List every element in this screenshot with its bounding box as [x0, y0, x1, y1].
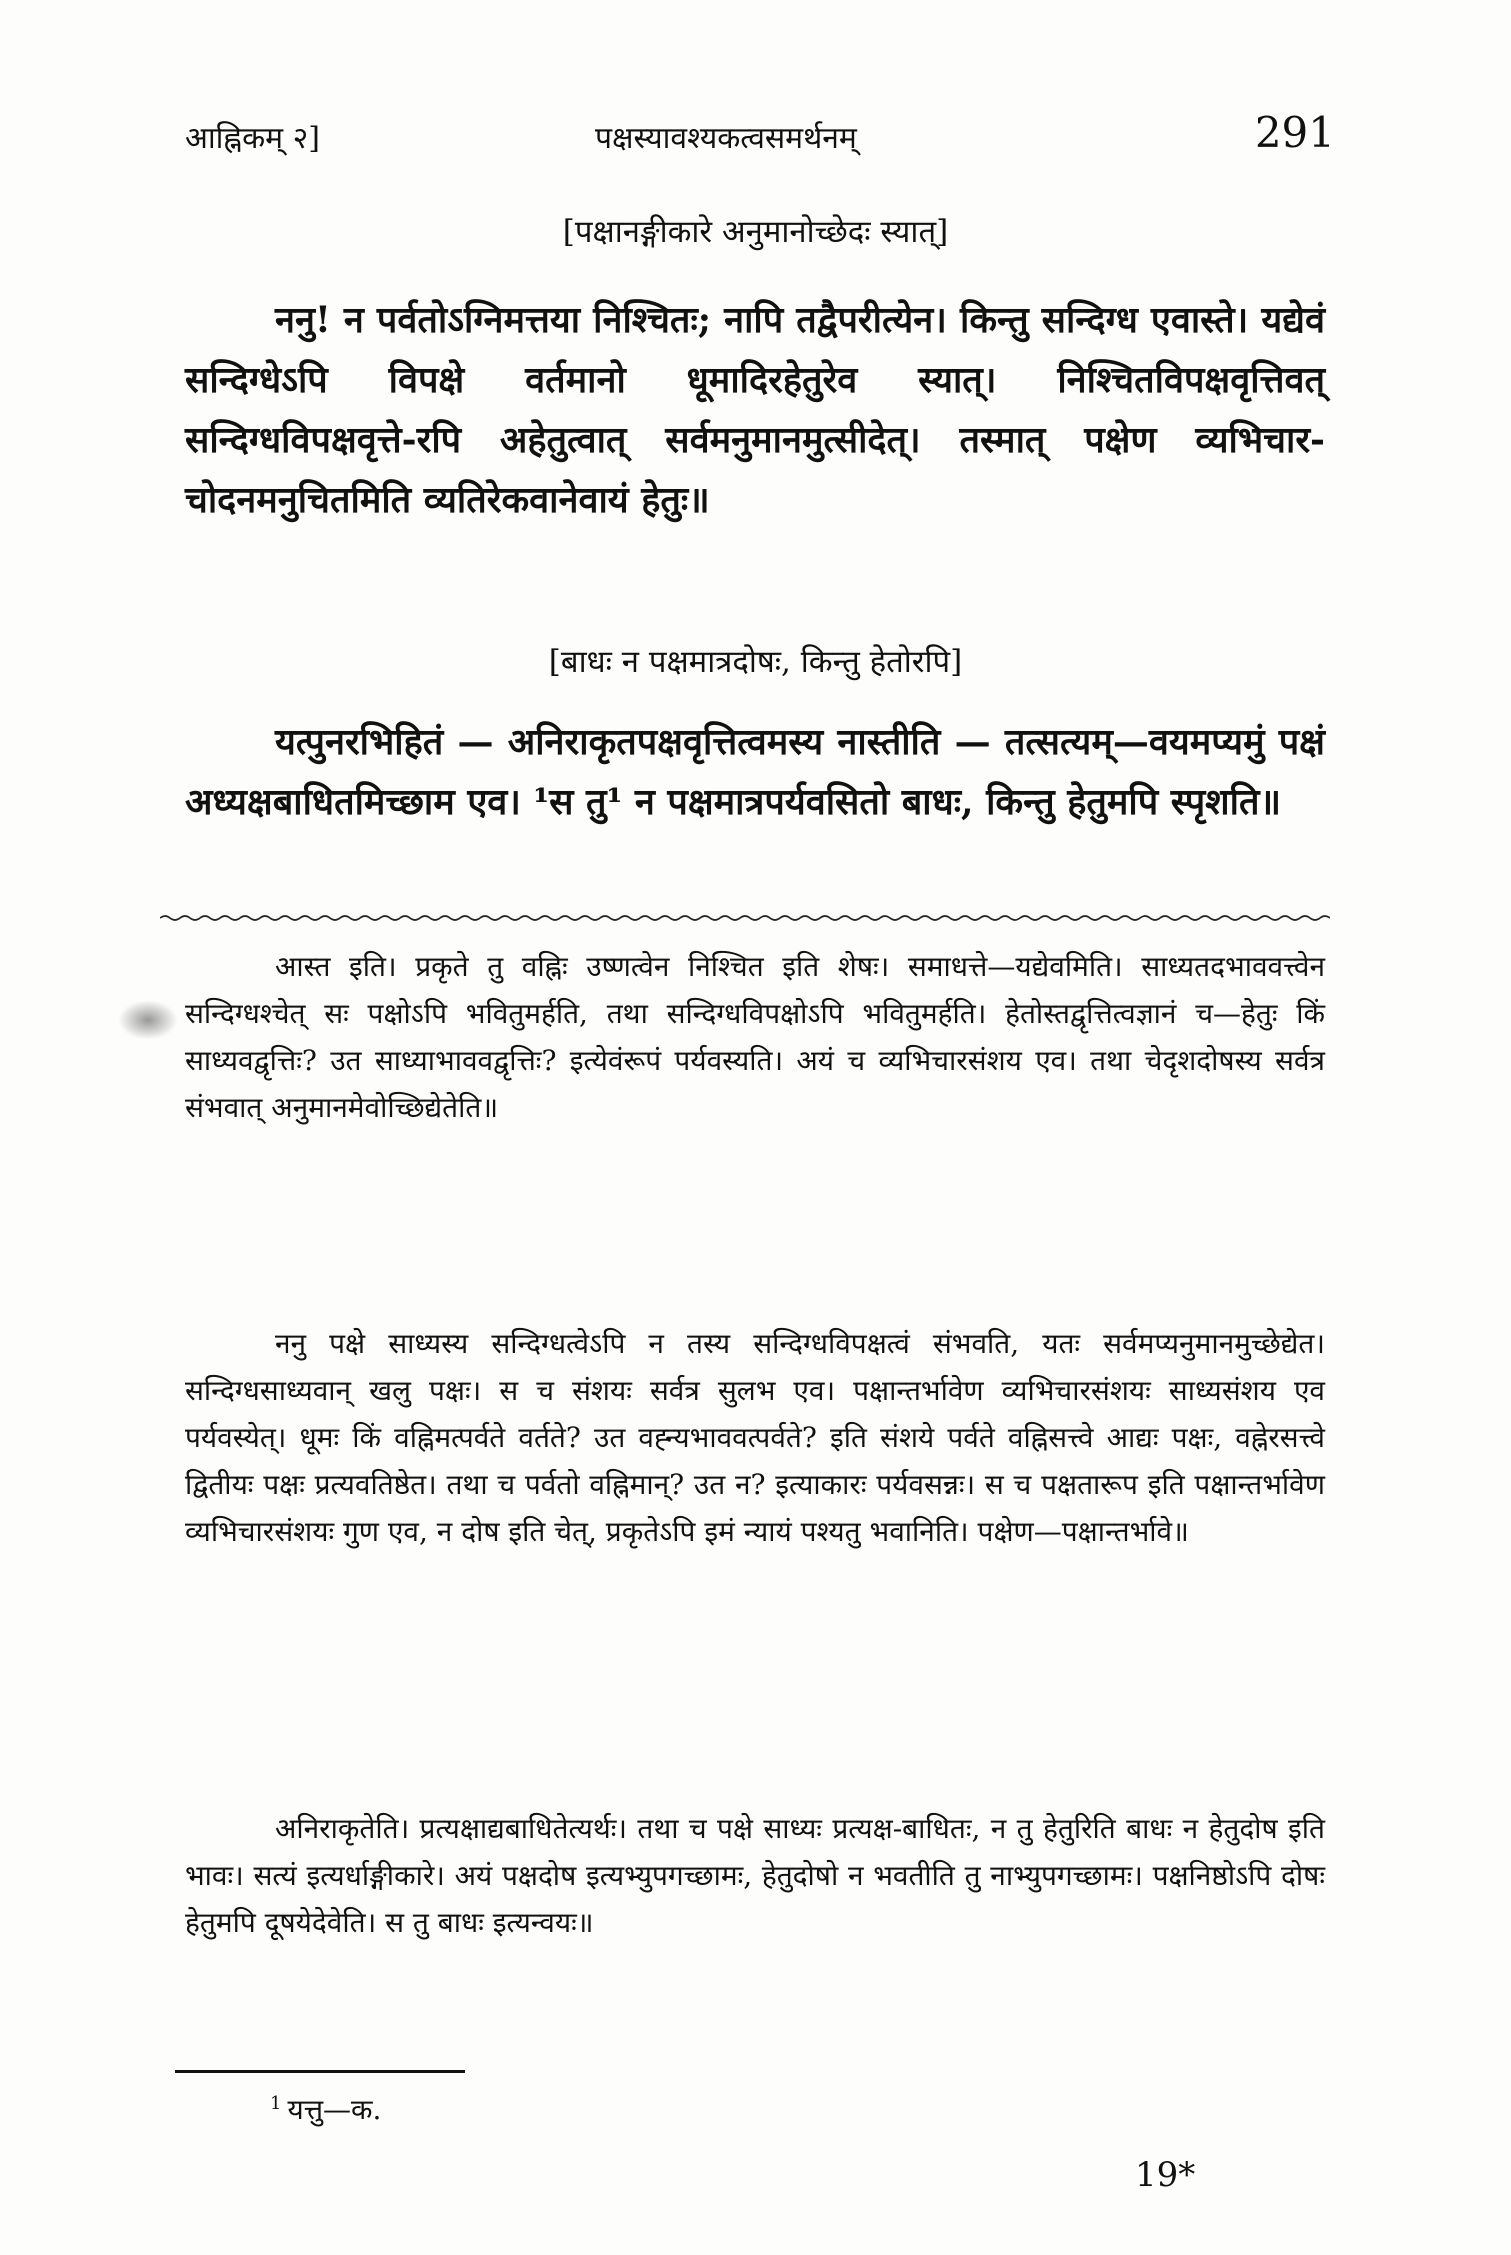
page-number: 291	[1254, 108, 1335, 157]
wavy-divider	[160, 912, 1330, 924]
root-text-1: ननु! न पर्वतोऽग्निमत्तया निश्चितः; नापि तद्वैपरीत्येन। किन्तु सन्दिग्ध एवास्ते। यद्येवं सन्दिग्धेऽपि विपक्षे वर्तमानो धूमादिरहेतुरेव स्यात्। निश्चितविपक्षवृत्तिवत् सन्दिग्धविपक्षवृत्ते-रपि अहेतुत्वात् सर्वमनुमानमुत्सीदेत्। तस्मात् पक्षेण व्यभिचार-चोदनमनुचितमिति व्यतिरेकवानेवायं हेतुः॥	[185, 299, 1325, 521]
root-text-paragraph-2	[185, 712, 1325, 832]
commentary-paragraph-3	[185, 1805, 1325, 1946]
section-title: पक्षस्यावश्यकत्वसमर्थनम्	[595, 121, 857, 156]
footnote-rule	[175, 2070, 465, 2073]
footnote-text: यत्तु—क.	[287, 2093, 382, 2126]
chapter-label: आह्निकम् २]	[185, 121, 320, 156]
commentary-text-1: आस्त इति। प्रकृते तु वह्निः उष्णत्वेन निश्चित इति शेषः। समाधत्ते—यद्येवमिति। साध्यतदभाववत्त्वेन सन्दिग्धश्चेत् सः पक्षोऽपि भवितुमर्हति, तथा सन्दिग्धविपक्षोऽपि भवितुमर्हति। हेतोस्तद्वृत्तित्वज्ञानं च—हेतुः किं साध्यवद्वृत्तिः? उत साध्याभाववद्वृत्तिः? इत्येवंरूपं पर्यवस्यति। अयं च व्यभिचारसंशय एव। तथा चेदृशदोषस्य सर्वत्र संभवात् अनुमानमेवोच्छिद्येतेति॥	[185, 950, 1325, 1124]
running-header	[185, 108, 1335, 168]
commentary-paragraph-1	[185, 943, 1325, 1131]
commentary-paragraph-2	[185, 1320, 1325, 1555]
commentary-text-2: ननु पक्षे साध्यस्य सन्दिग्धत्वेऽपि न तस्य सन्दिग्धविपक्षत्वं संभवति, यतः सर्वमप्यनुमानमुच्छेद्येत। सन्दिग्धसाध्यवान् खलु पक्षः। स च संशयः सर्वत्र सुलभ एव। पक्षान्तर्भावेण व्यभिचारसंशयः साध्यसंशय एव पर्यवस्येत्। धूमः किं वह्निमत्पर्वते वर्तते? उत वह्न्यभाववत्पर्वते? इति संशये पर्वते वह्निसत्त्वे आद्यः पक्षः, वह्नेरसत्त्वे द्वितीयः पक्षः प्रत्यवतिष्ठेत। तथा च पर्वतो वह्निमान्? उत न? इत्याकारः पर्यवसन्नः। स च पक्षतारूप इति पक्षान्तर्भावेण व्यभिचारसंशयः गुण एव, न दोष इति चेत्, प्रकृतेऽपि इमं न्यायं पश्यतु भवानिति। पक्षेण—पक्षान्तर्भावे॥	[185, 1327, 1325, 1548]
signature-mark: 19*	[1135, 2155, 1196, 2195]
section-heading-2: [बाधः न पक्षमात्रदोषः, किन्तु हेतोरपि]	[548, 644, 963, 680]
section-heading-1: [पक्षानङ्गीकारे अनुमानोच्छेदः स्यात्]	[562, 214, 949, 250]
root-text-paragraph-1	[185, 290, 1325, 530]
footnote-mark: 1	[270, 2092, 282, 2114]
footnote	[270, 2090, 381, 2128]
ink-blot	[118, 1000, 178, 1040]
commentary-text-3: अनिराकृतेति। प्रत्यक्षाद्यबाधितेत्यर्थः। तथा च पक्षे साध्यः प्रत्यक्ष-बाधितः, न तु हेतुरिति बाधः न हेतुदोष इति भावः। सत्यं इत्यर्धाङ्गीकारे। अयं पक्षदोष इत्यभ्युपगच्छामः, हेतुदोषो न भवतीति तु नाभ्युपगच्छामः। पक्षनिष्ठोऽपि दोषः हेतुमपि दूषयेदेवेति। स तु बाधः इत्यन्वयः॥	[185, 1812, 1325, 1939]
root-text-2: यत्पुनरभिहितं — अनिराकृतपक्षवृत्तित्वमस्य नास्तीति — तत्सत्यम्—वयमप्यमुं पक्षं अध्यक्षबाधितमिच्छाम एव। ¹स तु¹ न पक्षमात्रपर्यवसितो बाधः, किन्तु हेतुमपि स्पृशति॥	[185, 721, 1325, 823]
